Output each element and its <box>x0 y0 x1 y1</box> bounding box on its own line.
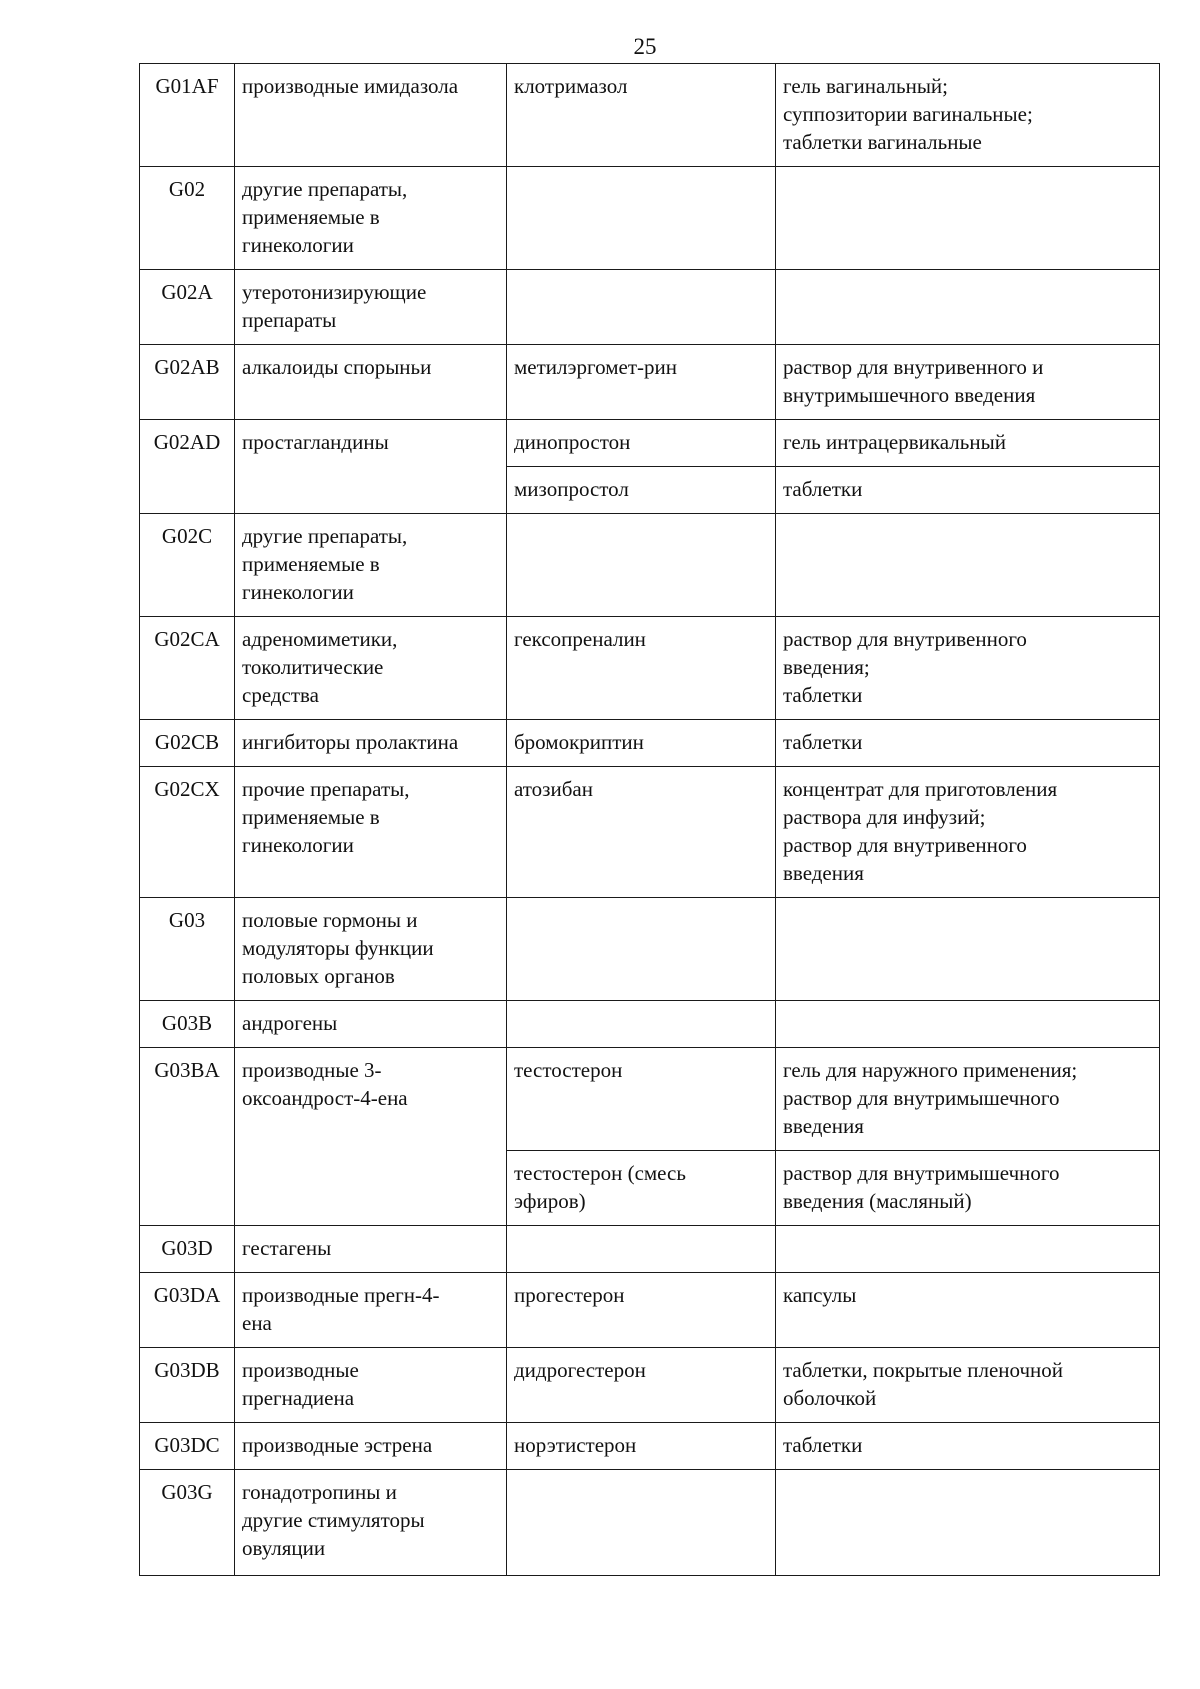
atc-code-cell: G02 <box>140 167 235 270</box>
atc-code-cell: G03DB <box>140 1348 235 1423</box>
group-cell: производные прегнадиена <box>235 1348 507 1423</box>
atc-code-cell: G02AD <box>140 420 235 514</box>
form-cell: таблетки, покрытые пленочной оболочкой <box>776 1348 1160 1423</box>
group-cell: другие препараты, применяемые в гинекологии <box>235 167 507 270</box>
drug-cell <box>507 167 776 270</box>
atc-code-cell: G02CB <box>140 720 235 767</box>
group-cell: утеротонизирующие препараты <box>235 270 507 345</box>
drug-cell: норэтистерон <box>507 1423 776 1470</box>
group-cell: производные эстрена <box>235 1423 507 1470</box>
drug-cell: дидрогестерон <box>507 1348 776 1423</box>
table-row <box>140 420 1160 467</box>
table-row <box>140 1348 1160 1423</box>
form-cell <box>776 167 1160 270</box>
drug-cell <box>507 1001 776 1048</box>
form-cell: раствор для внутримышечного введения (масляный) <box>776 1151 1160 1226</box>
drug-cell <box>507 514 776 617</box>
table-row <box>140 1226 1160 1273</box>
form-cell <box>776 898 1160 1001</box>
atc-code-cell: G03DC <box>140 1423 235 1470</box>
table-row <box>140 1273 1160 1348</box>
atc-code-cell: G02C <box>140 514 235 617</box>
drug-cell <box>507 1470 776 1576</box>
drug-cell: клотримазол <box>507 64 776 167</box>
form-cell: раствор для внутривенного введения; таблетки <box>776 617 1160 720</box>
table-row <box>140 64 1160 167</box>
drug-cell <box>507 270 776 345</box>
table-row <box>140 270 1160 345</box>
table-row <box>140 345 1160 420</box>
atc-code-cell: G03B <box>140 1001 235 1048</box>
drug-cell: гексопреналин <box>507 617 776 720</box>
table-row <box>140 1423 1160 1470</box>
atc-code-cell: G02AB <box>140 345 235 420</box>
atc-code-cell: G03DA <box>140 1273 235 1348</box>
drug-cell: метилэргомет-рин <box>507 345 776 420</box>
group-cell: адреномиметики, токолитические средства <box>235 617 507 720</box>
atc-code-cell: G01AF <box>140 64 235 167</box>
table-row <box>140 1048 1160 1151</box>
drug-cell <box>507 1226 776 1273</box>
form-cell <box>776 1470 1160 1576</box>
form-cell: гель для наружного применения; раствор для внутримышечного введения <box>776 1048 1160 1151</box>
table-row <box>140 898 1160 1001</box>
group-cell: простагландины <box>235 420 507 514</box>
form-cell: капсулы <box>776 1273 1160 1348</box>
atc-code-cell: G03 <box>140 898 235 1001</box>
form-cell: гель вагинальный; суппозитории вагинальные; таблетки вагинальные <box>776 64 1160 167</box>
drug-cell: бромокриптин <box>507 720 776 767</box>
drug-cell: мизопростол <box>507 467 776 514</box>
table-row <box>140 617 1160 720</box>
group-cell: половые гормоны и модуляторы функции половых органов <box>235 898 507 1001</box>
atc-code-cell: G03G <box>140 1470 235 1576</box>
form-cell: таблетки <box>776 720 1160 767</box>
page-number: 25 <box>633 34 657 59</box>
table-row <box>140 720 1160 767</box>
group-cell: алкалоиды спорыньи <box>235 345 507 420</box>
atc-code-cell: G03D <box>140 1226 235 1273</box>
group-cell: гонадотропины и другие стимуляторы овуляции <box>235 1470 507 1576</box>
group-cell: гестагены <box>235 1226 507 1273</box>
table-row <box>140 767 1160 898</box>
drug-cell: атозибан <box>507 767 776 898</box>
group-cell: производные имидазола <box>235 64 507 167</box>
drug-cell <box>507 898 776 1001</box>
form-cell: гель интрацервикальный <box>776 420 1160 467</box>
drug-cell: тестостерон <box>507 1048 776 1151</box>
table-row <box>140 167 1160 270</box>
form-cell <box>776 514 1160 617</box>
atc-code-cell: G02CX <box>140 767 235 898</box>
drug-table <box>139 63 1160 1576</box>
atc-code-cell: G02A <box>140 270 235 345</box>
group-cell: андрогены <box>235 1001 507 1048</box>
form-cell: раствор для внутривенного и внутримышечного введения <box>776 345 1160 420</box>
form-cell <box>776 270 1160 345</box>
form-cell: концентрат для приготовления раствора для инфузий; раствор для внутривенного введения <box>776 767 1160 898</box>
table-row <box>140 1001 1160 1048</box>
drug-cell: динопростон <box>507 420 776 467</box>
drug-cell: прогестерон <box>507 1273 776 1348</box>
group-cell: производные 3- оксоандрост-4-ена <box>235 1048 507 1226</box>
form-cell: таблетки <box>776 467 1160 514</box>
atc-code-cell: G03BA <box>140 1048 235 1226</box>
group-cell: ингибиторы пролактина <box>235 720 507 767</box>
form-cell: таблетки <box>776 1423 1160 1470</box>
group-cell: прочие препараты, применяемые в гинекологии <box>235 767 507 898</box>
drug-cell: тестостерон (смесь эфиров) <box>507 1151 776 1226</box>
table-row <box>140 1470 1160 1576</box>
form-cell <box>776 1226 1160 1273</box>
group-cell: производные прегн-4- ена <box>235 1273 507 1348</box>
form-cell <box>776 1001 1160 1048</box>
table-row <box>140 514 1160 617</box>
group-cell: другие препараты, применяемые в гинекологии <box>235 514 507 617</box>
atc-code-cell: G02CA <box>140 617 235 720</box>
